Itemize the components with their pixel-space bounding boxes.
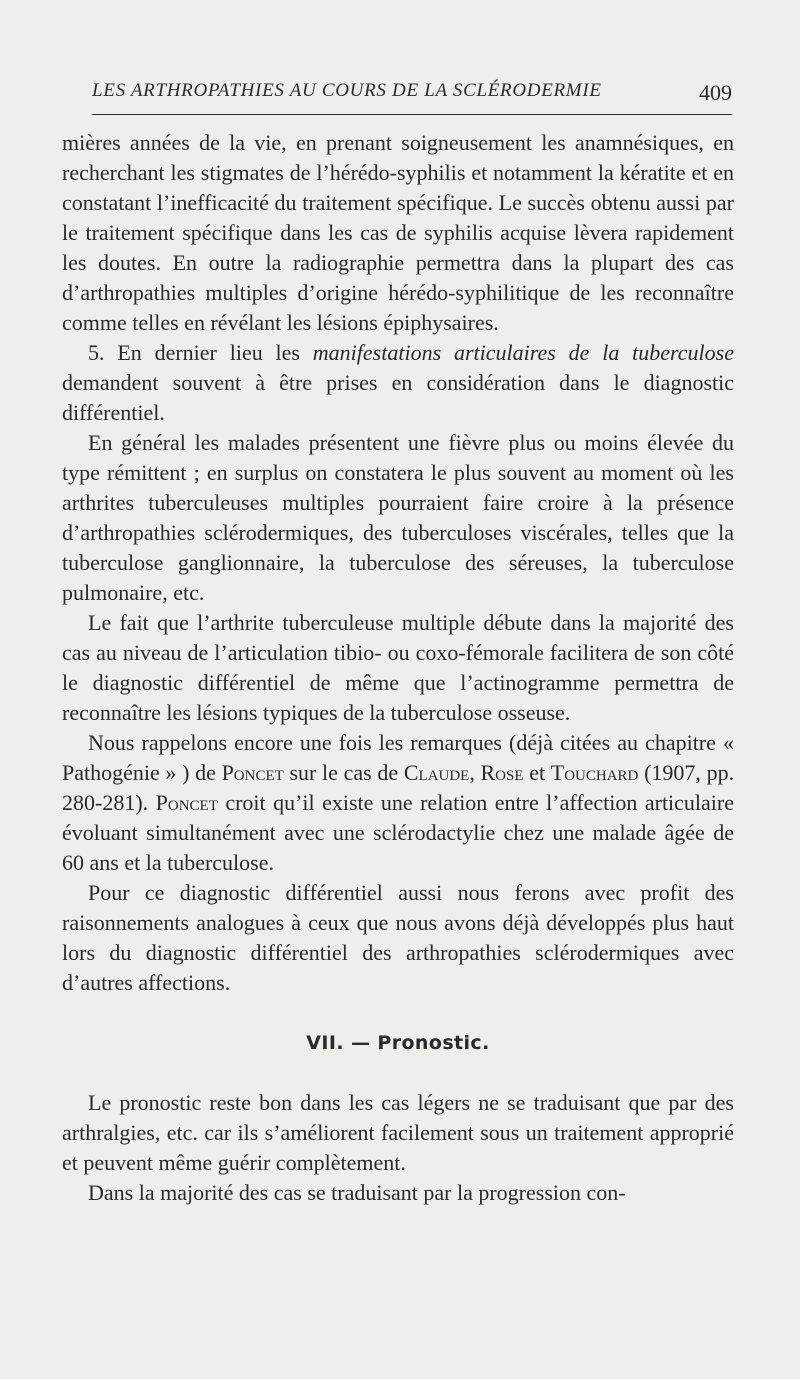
paragraph-fever: En général les malades présentent une fièvre plus ou moins élevée du type rémittent ; en surplus on constatera le plus souvent au moment où les arthrites tuberculeuses multiples pourraient faire croire à la présence d’arthropathies sclérodermiques, des tuberculoses viscérales, telles que la tuberculose ganglionnaire, la tuberculose des séreuses, la tuberculose pulmonaire, etc. — [62, 430, 734, 605]
item-number: 5. — [88, 340, 105, 365]
author-name: Poncet — [221, 760, 284, 785]
text-run: Nous rappelons encore une fois les remarques (déjà citées au chapitre « Pathogénie » ) de — [62, 730, 734, 785]
text-run: (1907, pp. 280-281). — [62, 760, 735, 815]
text-run: et — [529, 760, 546, 785]
running-title: LES ARTHROPATHIES AU COURS DE LA SCLÉRODERMIE — [92, 80, 602, 101]
author-name: Poncet — [155, 790, 218, 815]
header-rule — [92, 114, 732, 115]
text-run: demandent souvent à être prises en considération dans le diagnostic différentiel. — [62, 370, 734, 425]
paragraph-poncet-remarks — [62, 728, 734, 878]
text-run: croit qu’il existe une relation entre l’affection articulaire évoluant simultanément avec une sclérodactylie chez une malade âgée de 60 ans et la tuberculose. — [62, 790, 735, 875]
author-name: Rose — [480, 760, 524, 785]
paragraph-differential-reasoning: Pour ce diagnostic différentiel aussi nous ferons avec profit des raisonnements analogues à ceux que nous avons déjà développés plus haut lors du diagnostic différentiel des arthropathies sclérodermiques avec d’autres affections. — [62, 880, 734, 995]
body-text — [62, 128, 734, 1208]
running-header — [92, 80, 732, 112]
section-heading: VII. — Pronostic. — [306, 1032, 490, 1054]
paragraph-hereditary-syphilis: mières années de la vie, en prenant soigneusement les anamnésiques, en recherchant les stigmates de l’hérédo-syphilis et notamment la kératite et en constatant l’inefficacité du traitement spécifique. Le succès obtenu aussi par le traitement spécifique dans les cas de syphilis acquise lèvera rapidement les doutes. En outre la radiographie permettra dans la plupart des cas d’arthropathies multiples d’origine hérédo-syphilitique de les reconnaître comme telles en révélant les lésions épiphysaires. — [62, 130, 734, 335]
text-run: , — [469, 760, 475, 785]
emphasis-text: manifestations articulaires de la tuberculose — [312, 340, 734, 365]
paragraph-tuberculosis-intro — [62, 338, 734, 428]
paragraph-tibio-coxo-femoral: Le fait que l’arthrite tuberculeuse multiple débute dans la majorité des cas au niveau de l’articulation tibio- ou coxo-fémorale facilitera de son côté le diagnostic différentiel de même que l’actinogramme permettra de reconnaître les lésions typiques de la tuberculose osseuse. — [62, 610, 734, 725]
author-name: Touchard — [550, 760, 639, 785]
paragraph-pronostic-majority: Dans la majorité des cas se traduisant par la progression con- — [88, 1180, 626, 1205]
paragraph-pronostic-mild: Le pronostic reste bon dans les cas légers ne se traduisant que par des arthralgies, etc. car ils s’améliorent facilement sous un traitement approprié et peuvent même guérir complètement. — [62, 1090, 734, 1175]
text-run: En dernier lieu les — [117, 340, 300, 365]
author-name: Claude — [403, 760, 470, 785]
page-number: 409 — [699, 80, 732, 105]
text-run: sur le cas de — [289, 760, 399, 785]
